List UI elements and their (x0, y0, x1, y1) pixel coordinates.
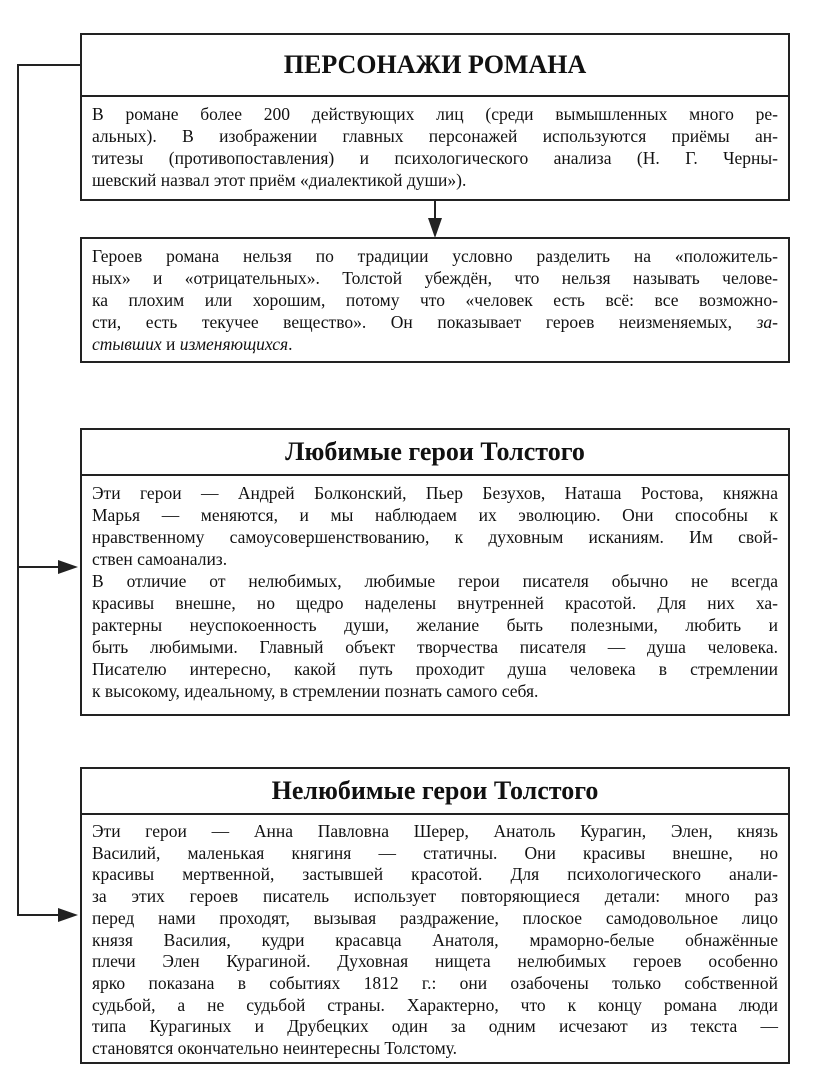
loved-heroes-text (82, 476, 788, 708)
text-line: к высокому, идеальному, в стремлении познать самого себя. (92, 681, 539, 701)
text-line: . (288, 334, 293, 354)
text-line: рактерны неуспокоенность души, желание быть полезными, любить и (92, 615, 778, 635)
arrow-right-icon (58, 908, 78, 922)
text-line: альных). В изображении главных персонажей используются приёмы ан- (92, 126, 778, 146)
loved-heroes-box (80, 428, 790, 716)
text-line: быть любимыми. Главный объект творчества писателя — душа человека. (92, 637, 778, 657)
text-line: и (161, 334, 180, 354)
text-line: шевский назвал этот приём «диалектикой души»). (92, 170, 467, 190)
text-line: плечи Элен Курагиной. Духовная нищета нелюбимых героев особенно (92, 951, 778, 972)
text-line: ярко показана в событиях 1812 г.: они озабочены только собственной (92, 972, 778, 993)
text-line: за этих героев писатель использует повторяющиеся детали: много раз (92, 886, 778, 907)
unloved-heroes-box (80, 767, 790, 1064)
connector-line (17, 566, 59, 568)
text-line: перед нами проходят, вызывая раздражение, плоское самодовольное лицо (92, 907, 778, 928)
arrow-down-icon (428, 218, 442, 238)
text-line: Героев романа нельзя по традиции условно разделить на «положитель- (92, 246, 778, 266)
text-line: Писателю интересно, какой путь проходит душа человека в стремлении (92, 659, 778, 679)
heroes-box (80, 237, 790, 363)
text-line: Эти герои — Андрей Болконский, Пьер Безухов, Наташа Ростова, княжна (92, 483, 778, 503)
text-line: Эти герои — Анна Павловна Шерер, Анатоль Курагин, Элен, князь (92, 821, 778, 841)
text-line: судьбой, а не судьбой страны. Характерно, что к концу романа люди (92, 994, 778, 1015)
connector-line (17, 914, 59, 916)
text-line: красивы мертвенной, застывшей красотой. Для психологического анали- (92, 864, 778, 885)
text-line: В романе более 200 действующих лиц (среди вымышленных много ре- (92, 104, 778, 124)
text-line: В отличие от нелюбимых, любимые герои писателя обычно не всегда (92, 571, 778, 591)
connector-line (17, 64, 19, 916)
text-line: Василий, маленькая княгиня — статичны. Они красивы внешне, но (92, 842, 778, 863)
text-line: сти, есть текучее вещество». Он показывает героев неизменяемых, (92, 312, 757, 332)
text-line: ка плохим или хорошим, потому что «человек есть всё: все возможно- (92, 290, 778, 310)
text-line: нравственному самоусовершенствованию, к духовным исканиям. Им свой- (92, 527, 778, 547)
unloved-heroes-text (82, 815, 788, 1066)
text-line: ных» и «отрицательных». Толстой убеждён, что нельзя называть челове- (92, 268, 778, 288)
main-box (80, 33, 790, 201)
text-line: красивы внешне, но щедро наделены внутренней красотой. Для них ха- (92, 593, 778, 613)
connector-line (434, 200, 436, 220)
heroes-box-text (82, 239, 788, 361)
italic-text: за- (756, 312, 778, 332)
arrow-right-icon (58, 560, 78, 574)
text-line: Марья — меняются, и мы наблюдаем их эволюцию. Они способны к (92, 505, 778, 525)
unloved-heroes-title: Нелюбимые герои Толстого (82, 769, 788, 815)
loved-heroes-title: Любимые герои Толстого (82, 430, 788, 476)
connector-line (17, 64, 81, 66)
text-line: князя Василия, кудри красавца Анатоля, мраморно-белые обнажённые (92, 929, 778, 950)
italic-text: изменяющихся (179, 334, 289, 354)
text-line: типа Курагиных и Друбецких один за одним исчезают из текста — (92, 1016, 778, 1037)
text-line: титезы (противопоставления) и психологического анализа (Н. Г. Черны- (92, 148, 778, 168)
main-box-text (82, 97, 788, 197)
italic-text: стывших (92, 334, 162, 354)
text-line: ствен самоанализ. (92, 549, 228, 569)
text-line: становятся окончательно неинтересны Толстому. (92, 1038, 458, 1059)
main-title: ПЕРСОНАЖИ РОМАНА (82, 35, 788, 97)
